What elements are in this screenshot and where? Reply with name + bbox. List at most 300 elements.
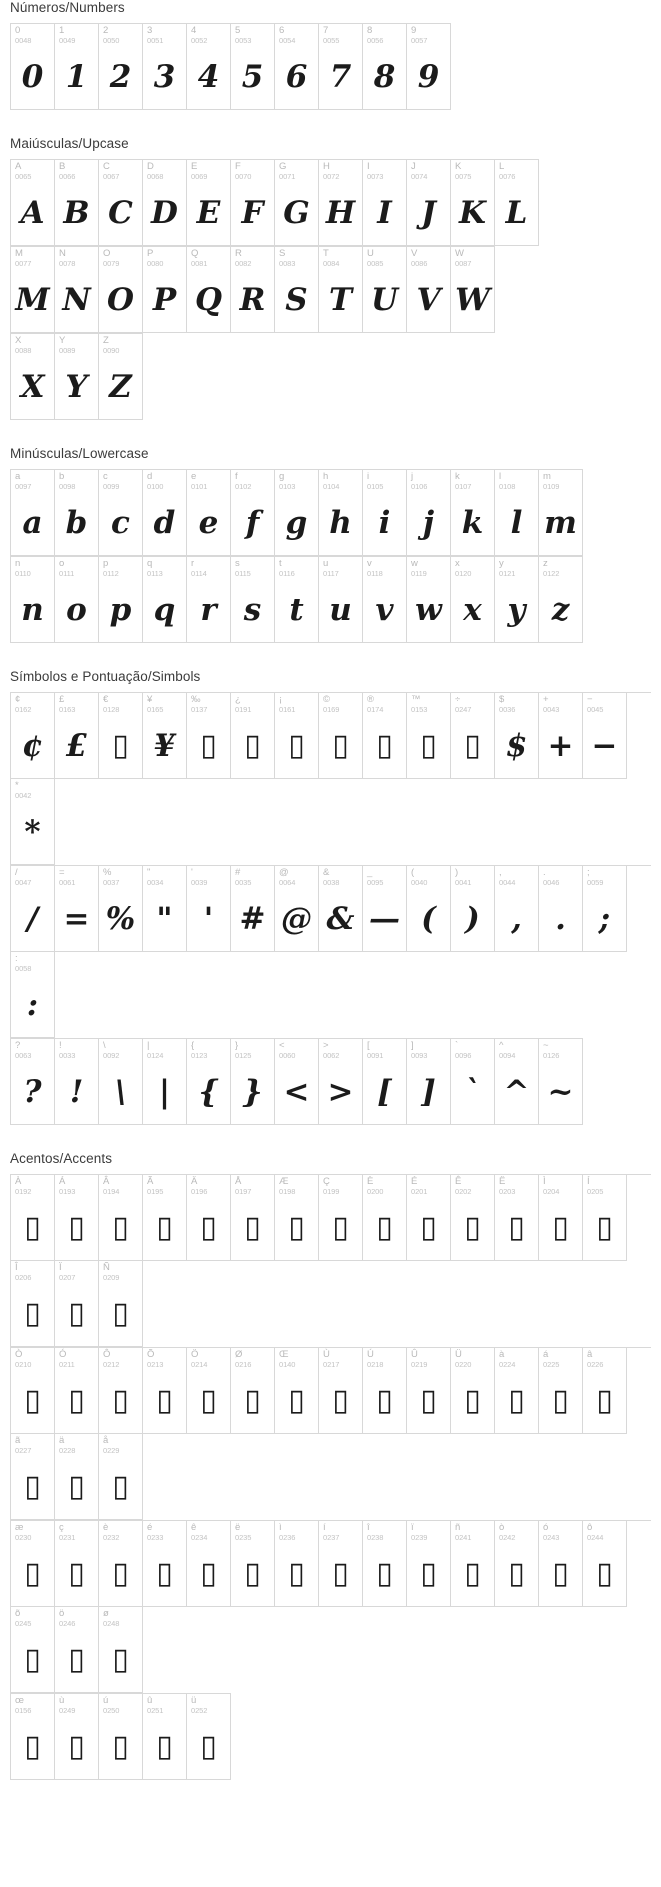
- glyph-cell[interactable]: [539, 693, 583, 779]
- glyph-cell[interactable]: [55, 1261, 99, 1347]
- glyph-preview: =: [63, 900, 90, 937]
- glyph-cell[interactable]: [319, 557, 363, 643]
- glyph-code-label: 0049: [59, 36, 76, 45]
- glyph-char-label: À: [15, 1176, 22, 1187]
- glyph-preview: V: [416, 281, 441, 318]
- missing-glyph-icon: ▯: [156, 1729, 173, 1764]
- glyph-cell[interactable]: [363, 470, 407, 556]
- glyph-code-label: 0097: [15, 482, 32, 491]
- glyph-char-label: ¢: [15, 694, 21, 705]
- glyph-cell[interactable]: [143, 160, 187, 246]
- glyph-cell[interactable]: [275, 557, 319, 643]
- glyph-cell[interactable]: [495, 1039, 539, 1125]
- glyph-cell[interactable]: [539, 557, 583, 643]
- glyph-code-label: 0163: [59, 705, 76, 714]
- glyph-code-label: 0220: [455, 1360, 472, 1369]
- glyph-cell[interactable]: [143, 24, 187, 110]
- missing-glyph-icon: ▯: [288, 1556, 305, 1591]
- glyph-cell[interactable]: [11, 1694, 55, 1780]
- glyph-cell[interactable]: [495, 866, 539, 952]
- glyph-code-label: 0230: [15, 1533, 32, 1542]
- glyph-section: [0, 1151, 661, 1780]
- glyph-cell[interactable]: [231, 1521, 275, 1607]
- glyph-cell[interactable]: [583, 866, 627, 952]
- glyph-cell[interactable]: [187, 1521, 231, 1607]
- glyph-cell[interactable]: [363, 1348, 407, 1434]
- glyph-cell[interactable]: [495, 557, 539, 643]
- glyph-code-label: 0227: [15, 1446, 32, 1455]
- glyph-cell[interactable]: [143, 1039, 187, 1125]
- glyph-char-label: |: [147, 1040, 150, 1051]
- glyph-char-label: e: [191, 471, 197, 482]
- glyph-cell[interactable]: [11, 334, 55, 420]
- glyph-cell[interactable]: [363, 693, 407, 779]
- glyph-cell[interactable]: [11, 247, 55, 333]
- glyph-preview: i: [378, 504, 391, 541]
- glyph-preview: k: [461, 504, 484, 541]
- glyph-cell[interactable]: [275, 693, 319, 779]
- glyph-cell[interactable]: [275, 1175, 319, 1261]
- glyph-char-label: â: [587, 1349, 593, 1360]
- glyph-cell[interactable]: [99, 557, 143, 643]
- glyph-code-label: 0120: [455, 569, 472, 578]
- glyph-cell[interactable]: [407, 1521, 451, 1607]
- glyph-cell[interactable]: [583, 1348, 627, 1434]
- glyph-char-label: c: [103, 471, 108, 482]
- glyph-preview: y: [507, 591, 526, 628]
- glyph-char-label: C: [103, 161, 110, 172]
- glyph-cell[interactable]: [495, 470, 539, 556]
- glyph-cell[interactable]: [11, 866, 55, 952]
- glyph-code-label: 0109: [543, 482, 560, 491]
- glyph-char-label: 0: [15, 25, 21, 36]
- glyph-code-label: 0101: [191, 482, 208, 491]
- glyph-preview: ": [156, 900, 173, 937]
- glyph-cell[interactable]: [11, 1175, 55, 1261]
- glyph-code-label: 0229: [103, 1446, 120, 1455]
- glyph-code-label: 0211: [59, 1360, 75, 1369]
- glyph-char-label: !: [59, 1040, 62, 1051]
- glyph-preview: z: [551, 591, 570, 628]
- missing-glyph-icon: ▯: [244, 1383, 261, 1418]
- glyph-code-label: 0117: [323, 569, 339, 578]
- glyph-char-label: v: [367, 558, 372, 569]
- glyph-cell[interactable]: [99, 866, 143, 952]
- glyph-cell[interactable]: [319, 693, 363, 779]
- glyph-char-label: Ã: [147, 1176, 154, 1187]
- glyph-cell[interactable]: [319, 160, 363, 246]
- glyph-cell[interactable]: [143, 866, 187, 952]
- glyph-cell[interactable]: [231, 24, 275, 110]
- glyph-cell[interactable]: [363, 24, 407, 110]
- glyph-code-label: 0045: [587, 705, 604, 714]
- glyph-cell[interactable]: [99, 334, 143, 420]
- glyph-cell[interactable]: [363, 866, 407, 952]
- glyph-code-label: 0055: [323, 36, 340, 45]
- glyph-cell[interactable]: [55, 24, 99, 110]
- glyph-cell[interactable]: [99, 1175, 143, 1261]
- glyph-preview: p: [109, 591, 132, 628]
- glyph-cell[interactable]: [495, 160, 539, 246]
- glyph-cell[interactable]: [99, 1694, 143, 1780]
- glyph-cell[interactable]: [99, 1039, 143, 1125]
- glyph-cell[interactable]: [539, 1039, 583, 1125]
- glyph-cell[interactable]: [363, 557, 407, 643]
- glyph-char-label: Ë: [499, 1176, 506, 1187]
- glyph-cell[interactable]: [99, 1607, 143, 1693]
- glyph-code-label: 0243: [543, 1533, 560, 1542]
- glyph-preview: K: [459, 194, 486, 231]
- glyph-cell[interactable]: [143, 693, 187, 779]
- glyph-code-label: 0194: [103, 1187, 120, 1196]
- glyph-cell[interactable]: [407, 1175, 451, 1261]
- glyph-code-label: 0241: [455, 1533, 472, 1542]
- glyph-code-label: 0070: [235, 172, 252, 181]
- glyph-code-label: 0203: [499, 1187, 516, 1196]
- glyph-cell[interactable]: [187, 866, 231, 952]
- glyph-cell[interactable]: [495, 1521, 539, 1607]
- missing-glyph-icon: ▯: [420, 1210, 437, 1245]
- glyph-cell[interactable]: [231, 247, 275, 333]
- glyph-char-label: R: [235, 248, 242, 259]
- glyph-cell[interactable]: [495, 1348, 539, 1434]
- glyph-cell[interactable]: [275, 1348, 319, 1434]
- glyph-cell[interactable]: [539, 1521, 583, 1607]
- glyph-code-label: 0202: [455, 1187, 472, 1196]
- glyph-cell[interactable]: [583, 1175, 627, 1261]
- glyph-row: [10, 469, 583, 556]
- glyph-cell[interactable]: [187, 247, 231, 333]
- glyph-code-label: 0137: [191, 705, 208, 714]
- glyph-cell[interactable]: [407, 247, 451, 333]
- glyph-cell[interactable]: [99, 160, 143, 246]
- glyph-preview: O: [106, 281, 134, 318]
- glyph-cell[interactable]: [143, 247, 187, 333]
- glyph-cell[interactable]: [11, 1607, 55, 1693]
- glyph-char-label: £: [59, 694, 65, 705]
- glyph-cell[interactable]: [99, 1521, 143, 1607]
- glyph-cell[interactable]: [55, 1039, 99, 1125]
- missing-glyph-icon: ▯: [24, 1383, 41, 1418]
- glyph-cell[interactable]: [407, 1348, 451, 1434]
- glyph-char-label: J: [411, 161, 416, 172]
- glyph-cell[interactable]: [55, 1694, 99, 1780]
- glyph-char-label: ú: [103, 1695, 109, 1706]
- glyph-cell[interactable]: [451, 1348, 495, 1434]
- glyph-cell[interactable]: [275, 247, 319, 333]
- glyph-cell[interactable]: [319, 24, 363, 110]
- glyph-cell[interactable]: [539, 1175, 583, 1261]
- glyph-code-label: 0156: [15, 1706, 32, 1715]
- glyph-cell[interactable]: [451, 160, 495, 246]
- glyph-cell[interactable]: [187, 1175, 231, 1261]
- glyph-preview: 0: [21, 58, 44, 95]
- glyph-char-label: ô: [587, 1522, 593, 1533]
- glyph-char-label: :: [15, 953, 18, 964]
- glyph-cell[interactable]: [451, 1521, 495, 1607]
- glyph-char-label: á: [543, 1349, 549, 1360]
- glyph-code-label: 0034: [147, 878, 164, 887]
- glyph-cell[interactable]: [99, 247, 143, 333]
- glyph-cell[interactable]: [187, 160, 231, 246]
- glyph-cell[interactable]: [319, 1521, 363, 1607]
- glyph-cell[interactable]: [363, 247, 407, 333]
- glyph-code-label: 0231: [59, 1533, 76, 1542]
- glyph-cell[interactable]: [11, 779, 55, 865]
- glyph-cell[interactable]: [55, 557, 99, 643]
- glyph-cell[interactable]: [231, 1039, 275, 1125]
- glyph-preview: C: [108, 194, 133, 231]
- glyph-char-label: O: [103, 248, 111, 259]
- glyph-preview: u: [329, 591, 352, 628]
- missing-glyph-icon: ▯: [332, 728, 349, 763]
- glyph-char-label: ñ: [455, 1522, 461, 1533]
- missing-glyph-icon: ▯: [24, 1210, 41, 1245]
- glyph-cell[interactable]: [99, 1434, 143, 1520]
- glyph-cell[interactable]: [539, 1348, 583, 1434]
- glyph-preview: &: [326, 900, 355, 937]
- glyph-cell[interactable]: [451, 1175, 495, 1261]
- glyph-char-label: (: [411, 867, 415, 878]
- glyph-cell[interactable]: [275, 470, 319, 556]
- glyph-char-label: *: [15, 780, 19, 791]
- glyph-cell[interactable]: [231, 1175, 275, 1261]
- glyph-cell[interactable]: [55, 160, 99, 246]
- glyph-cell[interactable]: [451, 1039, 495, 1125]
- glyph-cell[interactable]: [231, 693, 275, 779]
- glyph-char-label: N: [59, 248, 66, 259]
- glyph-cell[interactable]: [55, 334, 99, 420]
- glyph-char-label: \: [103, 1040, 106, 1051]
- glyph-char-label: æ: [15, 1522, 24, 1533]
- glyph-cell[interactable]: [495, 1175, 539, 1261]
- glyph-code-label: 0174: [367, 705, 384, 714]
- glyph-code-label: 0192: [15, 1187, 32, 1196]
- glyph-cell[interactable]: [583, 693, 627, 779]
- glyph-code-label: 0092: [103, 1051, 120, 1060]
- glyph-char-label: ]: [411, 1040, 414, 1051]
- glyph-cell[interactable]: [451, 470, 495, 556]
- glyph-cell[interactable]: [187, 24, 231, 110]
- missing-glyph-icon: ▯: [68, 1642, 85, 1677]
- glyph-cell[interactable]: [11, 1434, 55, 1520]
- glyph-code-label: 0110: [15, 569, 31, 578]
- glyph-code-label: 0115: [235, 569, 251, 578]
- glyph-char-label: Q: [191, 248, 199, 259]
- glyph-cell[interactable]: [407, 470, 451, 556]
- glyph-cell[interactable]: [55, 247, 99, 333]
- glyph-code-label: 0250: [103, 1706, 120, 1715]
- glyph-cell[interactable]: [99, 1348, 143, 1434]
- glyph-cell[interactable]: [11, 160, 55, 246]
- glyph-cell[interactable]: [407, 557, 451, 643]
- glyph-cell[interactable]: [275, 1039, 319, 1125]
- glyph-char-label: 4: [191, 25, 197, 36]
- glyph-code-label: 0091: [367, 1051, 384, 1060]
- glyph-preview: g: [285, 504, 308, 541]
- glyph-cell[interactable]: [231, 557, 275, 643]
- glyph-code-label: 0083: [279, 259, 296, 268]
- missing-glyph-icon: ▯: [68, 1556, 85, 1591]
- glyph-cell[interactable]: [11, 1261, 55, 1347]
- glyph-char-label: I: [367, 161, 370, 172]
- glyph-char-label: ': [191, 867, 193, 878]
- glyph-code-label: 0204: [543, 1187, 560, 1196]
- glyph-char-label: ": [147, 867, 151, 878]
- glyph-cell[interactable]: [143, 1694, 187, 1780]
- glyph-cell[interactable]: [583, 1521, 627, 1607]
- glyph-cell[interactable]: [275, 866, 319, 952]
- glyph-cell[interactable]: [275, 160, 319, 246]
- glyph-char-label: E: [191, 161, 198, 172]
- glyph-cell[interactable]: [11, 1521, 55, 1607]
- glyph-code-label: 0040: [411, 878, 428, 887]
- glyph-code-label: 0114: [191, 569, 207, 578]
- glyph-cell[interactable]: [55, 693, 99, 779]
- glyph-preview: ,: [511, 900, 522, 937]
- glyph-char-label: B: [59, 161, 66, 172]
- glyph-cell[interactable]: [495, 693, 539, 779]
- glyph-char-label: n: [15, 558, 21, 569]
- glyph-char-label: Ú: [367, 1349, 374, 1360]
- missing-glyph-icon: ▯: [288, 1210, 305, 1245]
- glyph-cell[interactable]: [407, 693, 451, 779]
- glyph-cell[interactable]: [451, 247, 495, 333]
- missing-glyph-icon: ▯: [508, 1210, 525, 1245]
- glyph-cell[interactable]: [11, 1039, 55, 1125]
- glyph-cell[interactable]: [231, 866, 275, 952]
- glyph-preview: x: [463, 591, 482, 628]
- glyph-code-label: 0210: [15, 1360, 32, 1369]
- glyph-cell[interactable]: [187, 1348, 231, 1434]
- glyph-code-label: 0245: [15, 1619, 32, 1628]
- glyph-cell[interactable]: [275, 24, 319, 110]
- glyph-cell[interactable]: [55, 1434, 99, 1520]
- glyph-cell[interactable]: [407, 866, 451, 952]
- glyph-cell[interactable]: [55, 1521, 99, 1607]
- glyph-cell[interactable]: [99, 1261, 143, 1347]
- glyph-cell[interactable]: [187, 470, 231, 556]
- glyph-cell[interactable]: [275, 1521, 319, 1607]
- glyph-code-label: 0126: [543, 1051, 560, 1060]
- glyph-code-label: 0087: [455, 259, 472, 268]
- glyph-preview: h: [329, 504, 352, 541]
- glyph-char-label: 6: [279, 25, 285, 36]
- glyph-code-label: 0140: [279, 1360, 296, 1369]
- glyph-char-label: w: [411, 558, 418, 569]
- glyph-code-label: 0233: [147, 1533, 164, 1542]
- glyph-char-label: Ä: [191, 1176, 198, 1187]
- glyph-code-label: 0062: [323, 1051, 340, 1060]
- glyph-char-label: ø: [103, 1608, 109, 1619]
- glyph-code-label: 0098: [59, 482, 76, 491]
- glyph-cell[interactable]: [99, 24, 143, 110]
- glyph-code-label: 0089: [59, 346, 76, 355]
- glyph-code-label: 0195: [147, 1187, 164, 1196]
- glyph-cell[interactable]: [363, 1039, 407, 1125]
- missing-glyph-icon: ▯: [112, 1556, 129, 1591]
- glyph-cell[interactable]: [187, 1694, 231, 1780]
- glyph-preview: 4: [197, 58, 220, 95]
- glyph-cell[interactable]: [451, 557, 495, 643]
- glyph-code-label: 0058: [15, 964, 32, 973]
- glyph-cell[interactable]: [55, 1175, 99, 1261]
- glyph-code-label: 0235: [235, 1533, 252, 1542]
- glyph-code-label: 0201: [411, 1187, 428, 1196]
- glyph-char-label: @: [279, 867, 289, 878]
- glyph-cell[interactable]: [143, 1521, 187, 1607]
- glyph-code-label: 0107: [455, 482, 472, 491]
- glyph-cell[interactable]: [143, 470, 187, 556]
- glyph-char-label: z: [543, 558, 548, 569]
- glyph-char-label: d: [147, 471, 153, 482]
- glyph-cell[interactable]: [319, 470, 363, 556]
- glyph-cell[interactable]: [99, 693, 143, 779]
- missing-glyph-icon: ▯: [156, 1383, 173, 1418]
- glyph-cell[interactable]: [319, 247, 363, 333]
- glyph-preview: q: [153, 591, 176, 628]
- glyph-cell[interactable]: [187, 1039, 231, 1125]
- glyph-cell[interactable]: [407, 1039, 451, 1125]
- glyph-cell[interactable]: [539, 866, 583, 952]
- glyph-cell[interactable]: [319, 1348, 363, 1434]
- glyph-cell[interactable]: [231, 160, 275, 246]
- glyph-cell[interactable]: [187, 557, 231, 643]
- glyph-cell[interactable]: [55, 1607, 99, 1693]
- glyph-cell[interactable]: [451, 693, 495, 779]
- glyph-cell[interactable]: [319, 1175, 363, 1261]
- glyph-cell[interactable]: [11, 470, 55, 556]
- glyph-cell[interactable]: [539, 470, 583, 556]
- glyph-cell[interactable]: [55, 866, 99, 952]
- glyph-cell[interactable]: [363, 160, 407, 246]
- glyph-cell[interactable]: [11, 693, 55, 779]
- glyph-char-label: =: [59, 867, 65, 878]
- glyph-char-label: Å: [235, 1176, 242, 1187]
- glyph-cell[interactable]: [319, 1039, 363, 1125]
- glyph-preview: l: [510, 504, 523, 541]
- glyph-code-label: 0037: [103, 878, 120, 887]
- glyph-char-label: i: [367, 471, 370, 482]
- glyph-char-label: D: [147, 161, 154, 172]
- glyph-cell[interactable]: [231, 470, 275, 556]
- glyph-cell[interactable]: [55, 470, 99, 556]
- glyph-code-label: 0095: [367, 878, 384, 887]
- glyph-cell[interactable]: [407, 24, 451, 110]
- glyph-cell[interactable]: [99, 470, 143, 556]
- glyph-cell[interactable]: [11, 952, 55, 1038]
- glyph-cell[interactable]: [143, 1175, 187, 1261]
- glyph-cell[interactable]: [11, 1348, 55, 1434]
- glyph-char-label: Ò: [15, 1349, 23, 1360]
- glyph-cell[interactable]: [319, 866, 363, 952]
- glyph-cell[interactable]: [55, 1348, 99, 1434]
- glyph-cell[interactable]: [11, 557, 55, 643]
- glyph-cell[interactable]: [143, 1348, 187, 1434]
- missing-glyph-icon: ▯: [288, 1383, 305, 1418]
- glyph-cell[interactable]: [451, 866, 495, 952]
- glyph-cell[interactable]: [143, 557, 187, 643]
- glyph-cell[interactable]: [187, 693, 231, 779]
- glyph-code-label: 0237: [323, 1533, 340, 1542]
- glyph-cell[interactable]: [363, 1521, 407, 1607]
- glyph-preview: f: [245, 504, 260, 541]
- glyph-cell[interactable]: [407, 160, 451, 246]
- glyph-cell[interactable]: [231, 1348, 275, 1434]
- glyph-cell[interactable]: [363, 1175, 407, 1261]
- glyph-cell[interactable]: [11, 24, 55, 110]
- glyph-code-label: 0153: [411, 705, 428, 714]
